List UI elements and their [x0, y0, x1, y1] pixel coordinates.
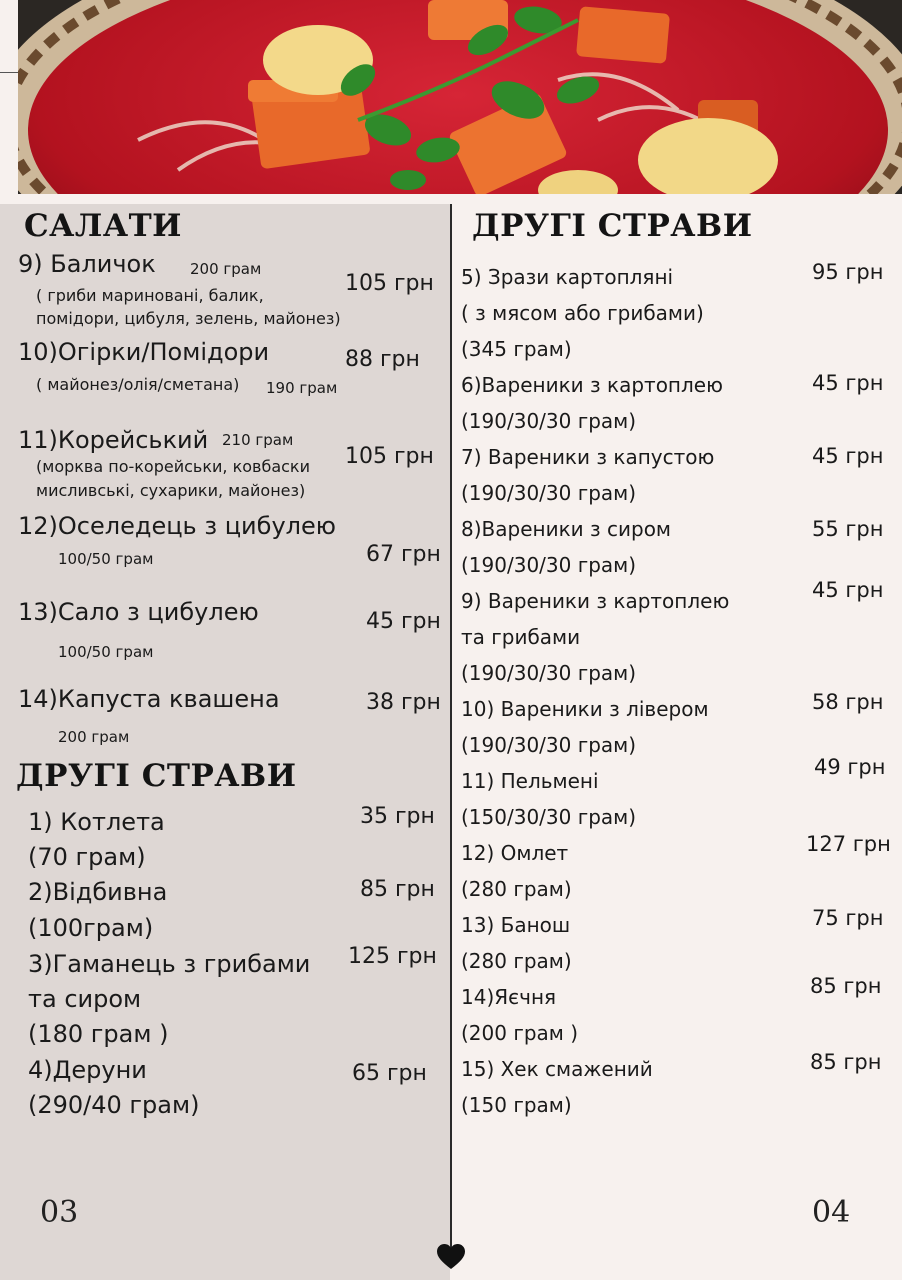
page-number-left: 03	[40, 1195, 79, 1230]
menu-item-price: 45 грн	[366, 609, 441, 634]
menu-item-price: 75 грн	[812, 906, 884, 930]
menu-item-name: 10) Вареники з лівером	[461, 697, 709, 721]
menu-item-price: 85 грн	[810, 974, 882, 998]
menu-item-weight: (345 грам)	[461, 337, 572, 361]
menu-item-price: 88 грн	[345, 347, 420, 372]
menu-item-name: та грибами	[461, 625, 581, 649]
menu-item-price: 125 грн	[348, 944, 437, 969]
menu-item-price: 58 грн	[812, 690, 884, 714]
menu-item-weight: (180 грам )	[28, 1020, 169, 1048]
menu-item-price: 105 грн	[345, 271, 434, 296]
menu-item-name: 15) Хек смажений	[461, 1057, 653, 1081]
menu-item-weight: (190/30/30 грам)	[461, 553, 637, 577]
other-dishes-heading-right: ДРУГІ СТРАВИ	[472, 208, 753, 244]
menu-item-weight: 100/50 грам	[58, 643, 154, 661]
menu-item-weight: (100грам)	[28, 914, 154, 942]
menu-item-weight: (280 грам)	[461, 877, 572, 901]
page-number-right: 04	[812, 1195, 851, 1230]
menu-item-price: 85 грн	[810, 1050, 882, 1074]
menu-item-name: 11) Пельмені	[461, 769, 599, 793]
menu-item-name: 14)Яєчня	[461, 985, 557, 1009]
soup-photo	[18, 0, 902, 194]
menu-item-name: 10)Огірки/Помідори	[18, 338, 270, 366]
menu-item-name: 9) Вареники з картоплею	[461, 589, 730, 613]
menu-item-name: 14)Капуста квашена	[18, 685, 280, 713]
menu-item-name: 12)Оселедець з цибулею	[18, 512, 336, 540]
menu-item-price: 45 грн	[812, 578, 884, 602]
menu-item-weight: (280 грам)	[461, 949, 572, 973]
heart-icon	[437, 1244, 465, 1270]
page-divider	[450, 204, 452, 1264]
menu-item-weight: (190/30/30 грам)	[461, 733, 637, 757]
menu-item-name: 8)Вареники з сиром	[461, 517, 672, 541]
menu-item-name: 9) Баличок	[18, 250, 156, 278]
menu-item-name: та сиром	[28, 985, 142, 1013]
menu-item-description: ( гриби мариновані, балик,	[36, 286, 264, 305]
corner-line	[0, 72, 18, 73]
menu-item-name: 13)Сало з цибулею	[18, 598, 259, 626]
menu-item-weight: 200 грам	[190, 260, 262, 278]
menu-item-weight: (190/30/30 грам)	[461, 661, 637, 685]
menu-item-price: 38 грн	[366, 690, 441, 715]
menu-item-name: 4)Деруни	[28, 1056, 147, 1084]
menu-item-weight: 200 грам	[58, 728, 130, 746]
menu-item-price: 95 грн	[812, 260, 884, 284]
menu-item-weight: 190 грам	[266, 379, 338, 397]
other-dishes-heading: ДРУГІ СТРАВИ	[16, 758, 297, 794]
menu-item-price: 45 грн	[812, 444, 884, 468]
menu-item-description: ( майонез/олія/сметана)	[36, 375, 240, 394]
menu-item-name: 13) Банош	[461, 913, 571, 937]
menu-item-weight: 210 грам	[222, 431, 294, 449]
menu-item-name: 7) Вареники з капустою	[461, 445, 715, 469]
menu-item-weight: (190/30/30 грам)	[461, 409, 637, 433]
menu-item-name: 2)Відбивна	[28, 878, 168, 906]
menu-item-weight: (290/40 грам)	[28, 1091, 200, 1119]
menu-item-name: 11)Корейський	[18, 426, 209, 454]
menu-item-weight: (150/30/30 грам)	[461, 805, 637, 829]
menu-item-name: 1) Котлета	[28, 808, 165, 836]
menu-item-weight: 100/50 грам	[58, 550, 154, 568]
menu-item-price: 49 грн	[814, 755, 886, 779]
menu-item-name: 6)Вареники з картоплею	[461, 373, 723, 397]
menu-item-description: мисливські, сухарики, майонез)	[36, 481, 306, 500]
menu-item-weight: (150 грам)	[461, 1093, 572, 1117]
menu-item-weight: (190/30/30 грам)	[461, 481, 637, 505]
menu-item-price: 127 грн	[806, 832, 891, 856]
menu-item-weight: (70 грам)	[28, 843, 146, 871]
menu-item-name: 12) Омлет	[461, 841, 569, 865]
menu-item-price: 67 грн	[366, 542, 441, 567]
salads-heading: САЛАТИ	[24, 208, 182, 244]
menu-item-price: 55 грн	[812, 517, 884, 541]
menu-item-price: 85 грн	[360, 877, 435, 902]
menu-item-description: ( з мясом або грибами)	[461, 301, 704, 325]
menu-item-description: помідори, цибуля, зелень, майонез)	[36, 309, 341, 328]
menu-item-name: 3)Гаманець з грибами	[28, 950, 311, 978]
menu-item-weight: (200 грам )	[461, 1021, 579, 1045]
menu-item-price: 45 грн	[812, 371, 884, 395]
menu-item-name: 5) Зрази картопляні	[461, 265, 674, 289]
menu-item-price: 105 грн	[345, 444, 434, 469]
menu-item-price: 35 грн	[360, 804, 435, 829]
menu-item-price: 65 грн	[352, 1061, 427, 1086]
menu-item-description: (морква по-корейськи, ковбаски	[36, 457, 310, 476]
